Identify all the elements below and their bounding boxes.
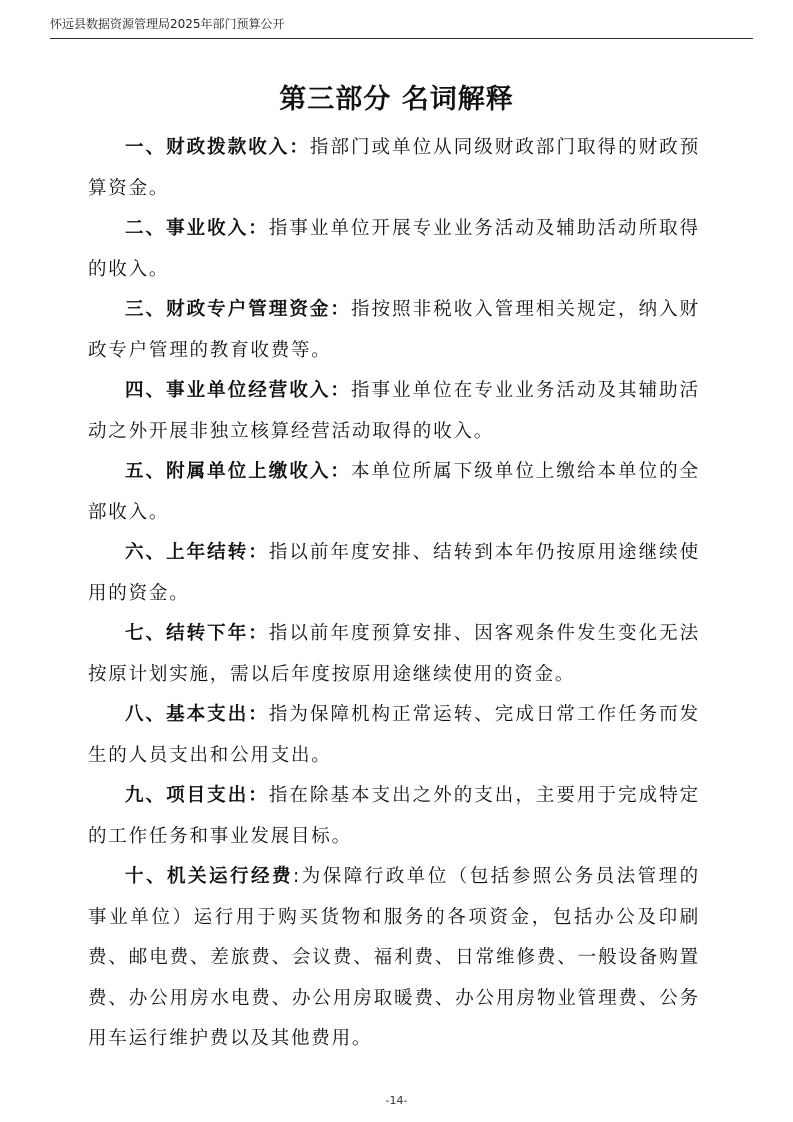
definition-text: 本单位所属下级单位上缴给本单位的全部收入。 (88, 461, 700, 523)
definition-text: 指事业单位在专业业务活动及其辅助活动之外开展非独立核算经营活动取得的收入。 (88, 380, 700, 442)
definition-term: 二、事业收入： (125, 218, 269, 239)
definition-term: 七、结转下年： (125, 623, 269, 644)
definition-item (88, 614, 700, 695)
definition-term: 六、上年结转： (125, 542, 269, 563)
definition-item (88, 371, 700, 452)
definition-term: 九、项目支出： (125, 785, 269, 806)
header-text: 怀远县数据资源管理局2025年部门预算公开 (50, 17, 285, 31)
definition-text: 指按照非税收入管理相关规定，纳入财政专户管理的教育收费等。 (88, 299, 700, 361)
page-title: 第三部分 名词解释 (279, 84, 514, 115)
definition-text: 指以前年度预算安排、因客观条件发生变化无法按原计划实施，需以后年度按原用途继续使用的资金。 (88, 623, 700, 685)
definition-item (88, 452, 700, 533)
page-number: -14- (385, 1094, 408, 1107)
definition-term: 三、财政专户管理资金： (125, 299, 351, 320)
definition-item (88, 209, 700, 290)
page-header (50, 12, 753, 39)
definition-item (88, 776, 700, 857)
definition-term: 一、财政拨款收入： (125, 137, 310, 158)
definition-term: 八、基本支出： (125, 704, 269, 725)
definition-text: 指为保障机构正常运转、完成日常工作任务而发生的人员支出和公用支出。 (88, 704, 700, 766)
definition-term: 四、事业单位经营收入： (125, 380, 351, 401)
definition-text: 指事业单位开展专业业务活动及辅助活动所取得的收入。 (88, 218, 700, 280)
definition-item (88, 290, 700, 371)
definition-item (88, 128, 700, 209)
definition-text: 指部门或单位从同级财政部门取得的财政预算资金。 (88, 137, 701, 199)
definition-term: 十、机关运行经费 (125, 866, 293, 887)
definition-term: 五、附属单位上缴收入： (125, 461, 351, 482)
definition-text: :为保障行政单位（包括参照公务员法管理的事业单位）运行用于购买货物和服务的各项资金，包括办公及印刷费、邮电费、差旅费、会议费、福利费、日常维修费、一般设备购置费、办公用房水电费、办公用房取暖费、办公用房物业管理费、公务用车运行维护费以及其他费用。 (88, 866, 700, 1049)
definition-item (88, 533, 700, 614)
definition-item (88, 695, 700, 776)
definition-text: 指在除基本支出之外的支出，主要用于完成特定的工作任务和事业发展目标。 (88, 785, 700, 847)
definition-text: 指以前年度安排、结转到本年仍按原用途继续使用的资金。 (88, 542, 700, 604)
definitions-list (88, 128, 700, 1060)
definition-item (88, 857, 700, 1060)
